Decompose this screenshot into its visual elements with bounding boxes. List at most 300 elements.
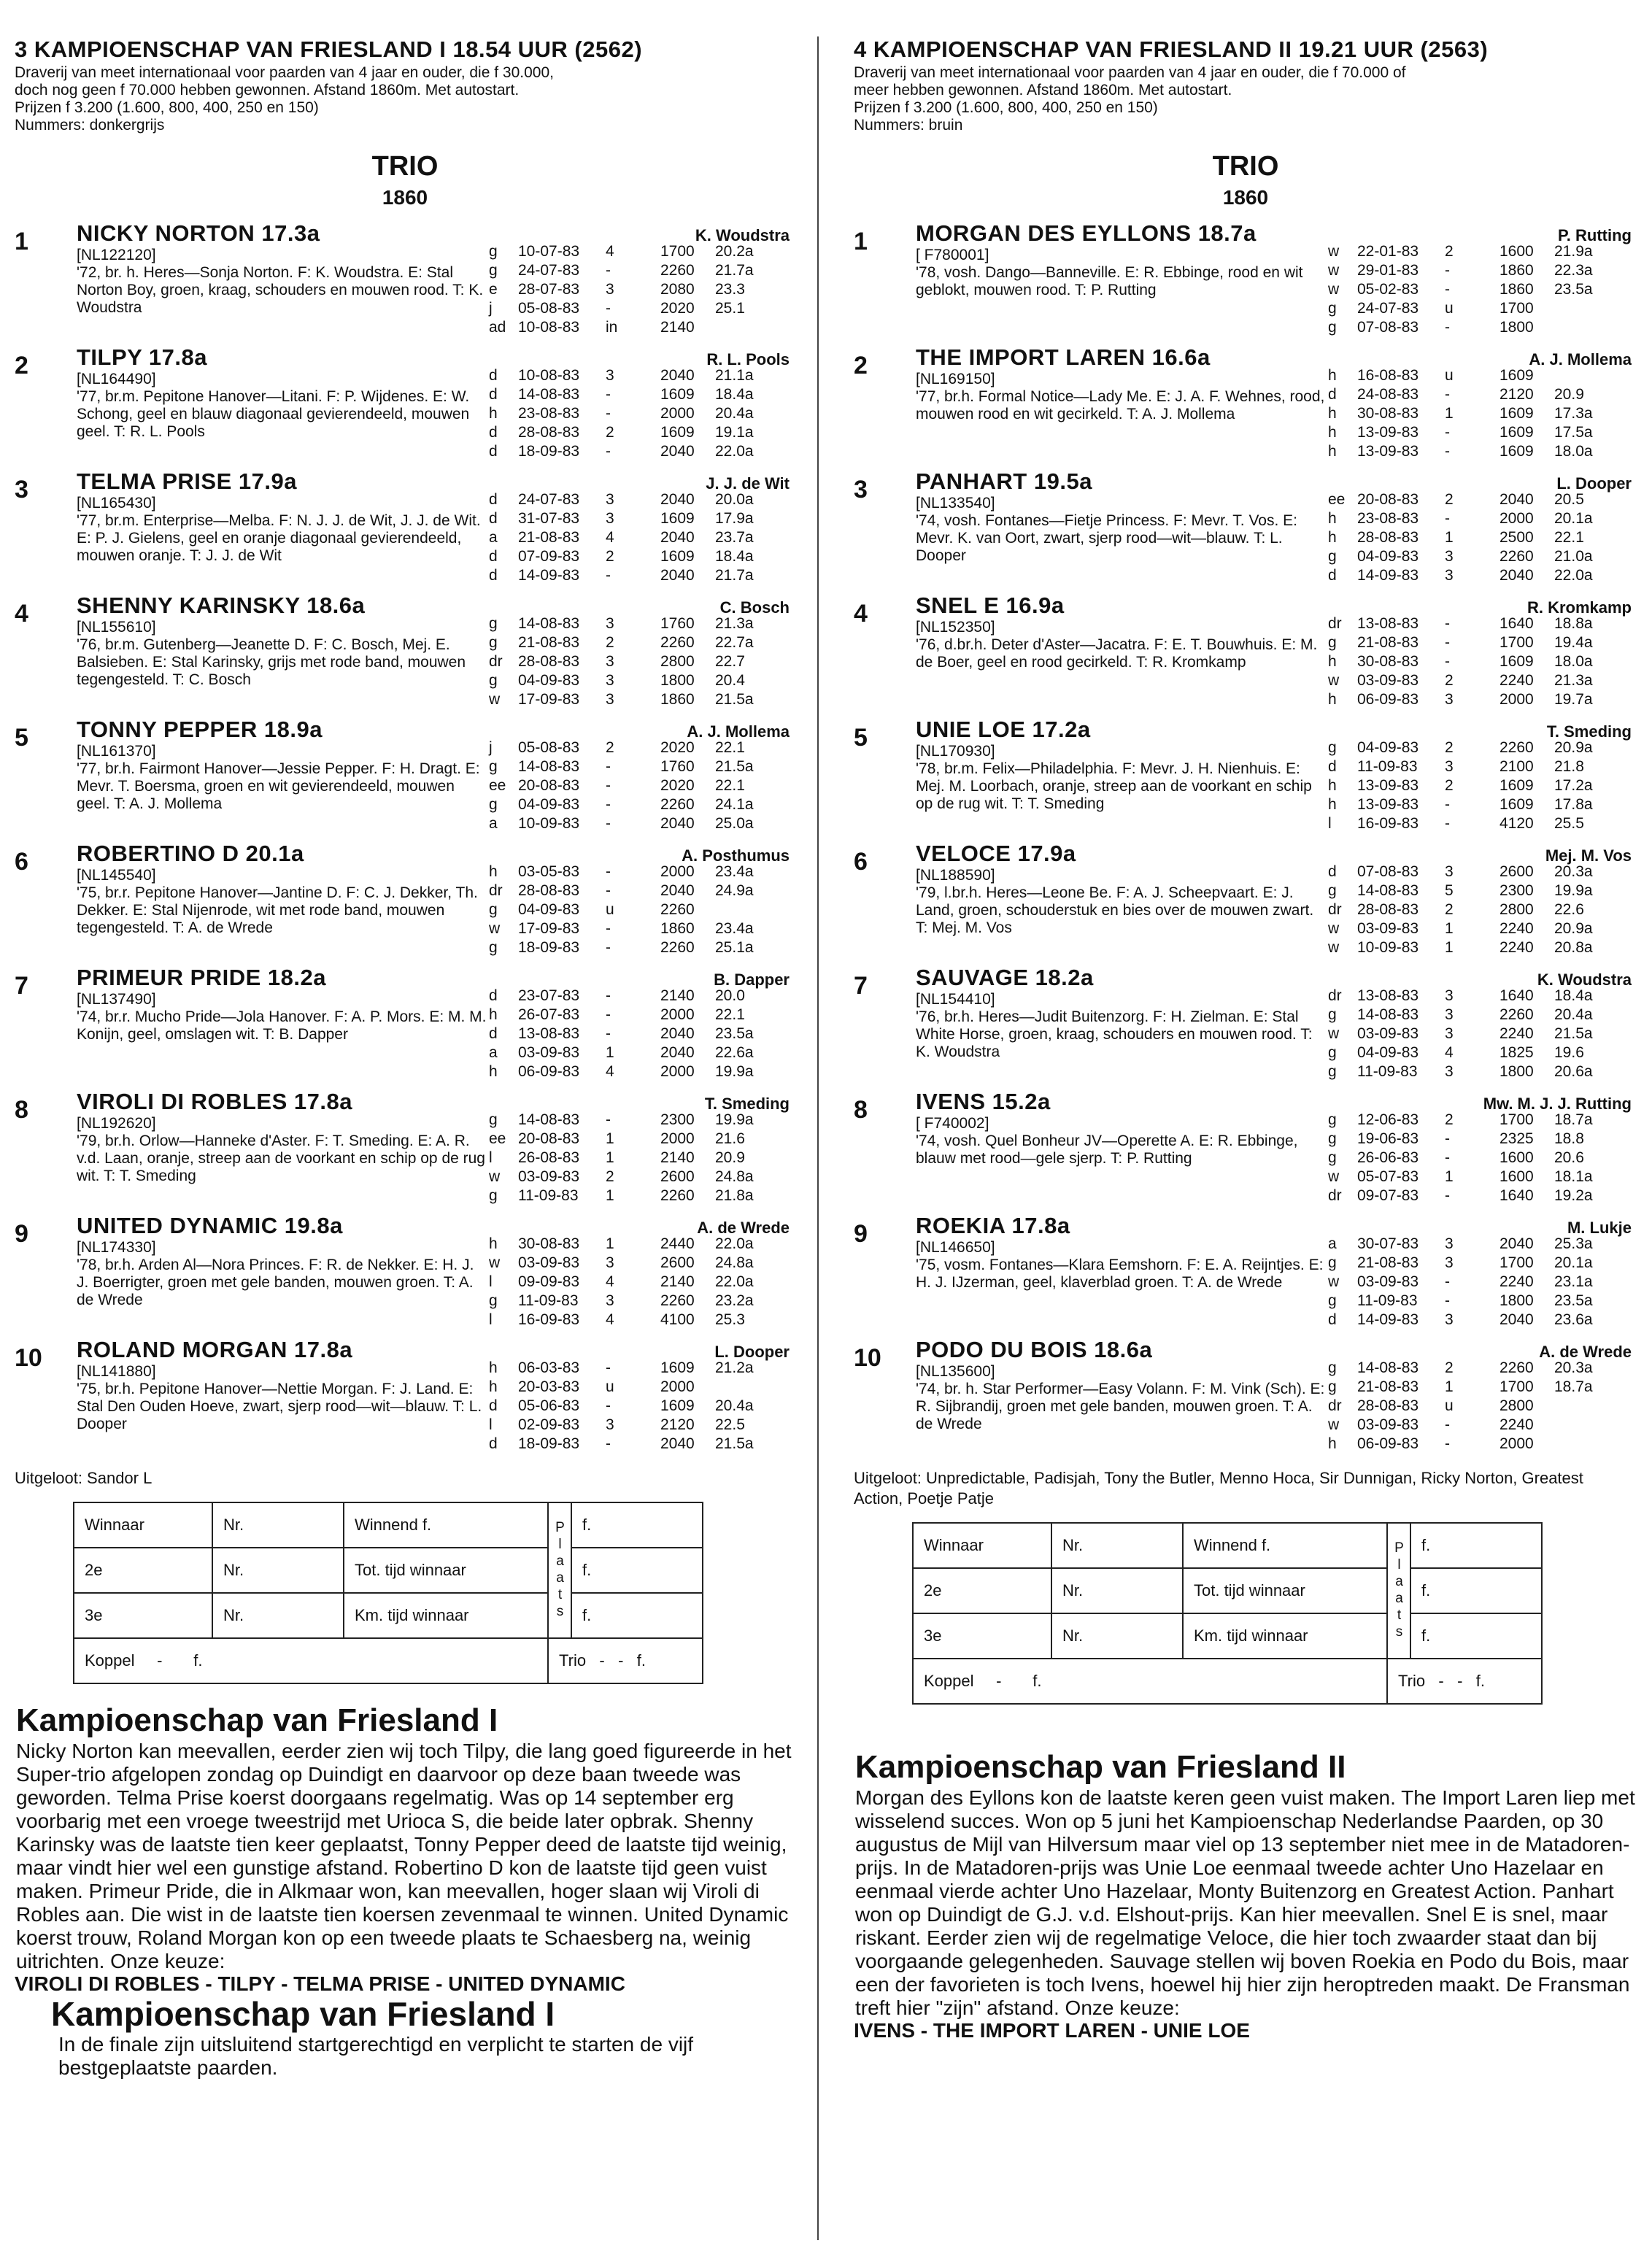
recent-results — [489, 366, 795, 461]
form-label-nr: Nr. — [1051, 1568, 1183, 1613]
result-row — [489, 280, 795, 299]
horse-registration: [ F780001] — [916, 247, 989, 263]
result-place: - — [1445, 1130, 1450, 1147]
horse-number: 3 — [15, 476, 28, 503]
result-place: - — [1445, 1149, 1450, 1166]
result-distance: 2020 — [660, 300, 695, 317]
result-date: 03-09-83 — [1357, 672, 1419, 689]
horse-number: 7 — [15, 972, 28, 1000]
result-distance: 2020 — [660, 739, 695, 756]
result-distance: 1600 — [1499, 1168, 1534, 1185]
result-row — [489, 242, 795, 261]
result-time: 21.7a — [715, 567, 754, 584]
driver-name: Mw. M. J. J. Rutting — [1483, 1095, 1632, 1113]
result-date: 10-08-83 — [518, 319, 580, 336]
result-place: 3 — [1445, 548, 1454, 565]
result-row — [489, 738, 795, 757]
result-row — [489, 1043, 795, 1062]
recent-results — [489, 614, 795, 709]
horse-info — [77, 344, 489, 441]
track-code: h — [489, 405, 498, 422]
result-place: - — [1445, 443, 1450, 460]
result-time: 18.0a — [1554, 443, 1593, 460]
race-conditions — [854, 64, 1652, 134]
result-place: - — [606, 386, 611, 403]
result-time: 19.7a — [1554, 691, 1593, 708]
result-distance: 2260 — [660, 1187, 695, 1204]
track-code: g — [489, 939, 498, 956]
result-distance: 1609 — [1499, 405, 1534, 422]
result-distance: 1860 — [660, 691, 695, 708]
result-row — [1328, 881, 1634, 900]
result-place: 3 — [1445, 1235, 1454, 1252]
result-time: 23.2a — [715, 1292, 754, 1309]
track-code: w — [1328, 281, 1340, 298]
result-date: 30-08-83 — [518, 1235, 580, 1252]
result-date: 13-08-83 — [1357, 615, 1419, 632]
horse-entry — [0, 1213, 810, 1334]
form-label-second: 2e — [913, 1568, 1051, 1613]
result-date: 11-09-83 — [1357, 1292, 1418, 1309]
horse-registration: [NL170930] — [916, 743, 995, 760]
result-place: - — [1445, 1292, 1450, 1309]
horse-name: UNIE LOE 17.2a — [916, 717, 1091, 742]
result-time: 23.7a — [715, 529, 754, 546]
result-date: 21-08-83 — [1357, 634, 1419, 651]
track-code: w — [1328, 262, 1340, 279]
result-place: 2 — [1445, 777, 1454, 794]
result-date: 21-08-83 — [1357, 1254, 1419, 1271]
result-distance: 1609 — [1499, 443, 1534, 460]
track-code: w — [489, 920, 501, 937]
result-row — [1328, 366, 1634, 385]
right-column — [839, 0, 1652, 2042]
result-distance: 2800 — [660, 653, 695, 670]
result-time: 22.6 — [1554, 901, 1584, 918]
result-place: 3 — [1445, 1063, 1454, 1080]
result-row — [1328, 280, 1634, 299]
result-date: 03-09-83 — [518, 1168, 580, 1185]
result-date: 20-08-83 — [1357, 491, 1419, 508]
result-date: 11-09-83 — [1357, 1063, 1418, 1080]
result-date: 20-03-83 — [518, 1378, 580, 1395]
horse-entry — [839, 965, 1652, 1086]
horse-registration: [NL135600] — [916, 1363, 995, 1380]
result-date: 26-06-83 — [1357, 1149, 1419, 1166]
result-row — [1328, 1311, 1634, 1330]
result-place: 4 — [606, 1311, 614, 1328]
horse-number: 1 — [15, 228, 28, 255]
form-label-winnings: Winnend f. — [344, 1502, 548, 1548]
result-date: 14-08-83 — [518, 615, 580, 632]
track-code: l — [489, 1149, 493, 1166]
result-date: 23-08-83 — [1357, 510, 1419, 527]
track-code: h — [489, 1006, 498, 1023]
result-date: 10-09-83 — [518, 815, 580, 832]
recent-results — [489, 1235, 795, 1330]
result-time — [1554, 318, 1613, 337]
horse-name: ROLAND MORGAN 17.8a — [77, 1337, 353, 1362]
result-time: 22.0a — [715, 443, 754, 460]
result-distance: 1609 — [660, 1359, 695, 1376]
result-time: 18.1a — [1554, 1168, 1593, 1185]
result-distance: 1609 — [1499, 777, 1534, 794]
result-place: 3 — [606, 672, 614, 689]
track-code: dr — [1328, 1187, 1342, 1204]
horse-entry — [0, 965, 810, 1086]
horse-number: 10 — [15, 1344, 42, 1372]
result-row — [489, 1168, 795, 1186]
horse-description: '78, br.m. Felix—Philadelphia. F: Mevr. J. H. Nienhuis. E: Mej. M. Loorbach, oranje, streep aan de voorkant en schip op de rug wit. T: T. Smeding — [916, 760, 1312, 812]
horse-description: '74, vosh. Quel Bonheur JV—Operette A. E: R. Ebbinge, blauw met rood—gele sjerp. T: P. Rutting — [916, 1132, 1298, 1167]
horse-number: 4 — [15, 600, 28, 628]
horse-name: UNITED DYNAMIC 19.8a — [77, 1213, 343, 1238]
result-place: 2 — [1445, 901, 1454, 918]
horse-registration: [NL188590] — [916, 867, 995, 884]
race-desc-line: Nummers: bruin — [854, 117, 963, 134]
result-date: 07-08-83 — [1357, 319, 1419, 336]
track-code: d — [489, 1435, 498, 1452]
result-time: 20.4a — [715, 1397, 754, 1414]
result-distance: 1700 — [1499, 1254, 1534, 1271]
result-date: 28-08-83 — [518, 653, 580, 670]
result-time: 22.7 — [715, 653, 745, 670]
track-code: d — [489, 443, 498, 460]
result-time: 22.1 — [715, 739, 745, 756]
track-code: j — [489, 739, 493, 756]
result-distance: 2260 — [660, 634, 695, 651]
result-time: 18.4a — [715, 386, 754, 403]
track-code: w — [489, 1254, 501, 1271]
result-row — [1328, 614, 1634, 633]
result-date: 03-05-83 — [518, 863, 580, 880]
result-place: - — [1445, 1435, 1450, 1452]
result-date: 04-09-83 — [1357, 548, 1419, 565]
result-row — [489, 1378, 795, 1397]
result-time: 21.5a — [715, 758, 754, 775]
result-row — [489, 1311, 795, 1330]
horse-info — [916, 220, 1328, 299]
result-time: 20.3a — [1554, 1359, 1593, 1376]
analysis-text: Morgan des Eyllons kon de laatste keren geen vuist maken. The Import Laren liep met wisselend succes. Won op 5 juni het Kampioenschap Nederlandse Paarden, op 30 augustus de Mijl van Hilversum maar viel op 13 september niet mee in de Matadoren-prijs. In de Matadoren-prijs was Unie Loe eenmaal tweede achter Uno Hazelaar en eenmaal vierde achter Uno Hazelaar, Monty Buitenzorg en Greatest Action. Panhart won op Duindigt de G.J. v.d. Elshout-prijs. Kan hier meevallen. Snel E is snel, maar riskant. Eerder zien wij de regelmatige Veloce, die hier toch zwaarder staat dan bij voorgaande gelegenheden. Sauvage stellen wij boven Roekia en Podo du Bois, maar een der favorieten is toch Ivens, hoewel hij hier zijn heroptreden maakt. De Fransman treft hier "zijn" afstand. Onze keuze: — [855, 1786, 1635, 2019]
track-code: ad — [489, 319, 506, 336]
horse-registration: [NL164490] — [77, 371, 156, 387]
track-code: g — [1328, 1130, 1337, 1147]
result-distance: 2300 — [660, 1111, 695, 1128]
result-place: 1 — [606, 1187, 614, 1204]
horse-name: ROEKIA 17.8a — [916, 1213, 1070, 1238]
driver-name: T. Smeding — [1546, 722, 1632, 741]
result-row — [1328, 1378, 1634, 1397]
horse-description: '79, l.br.h. Heres—Leone Be. F: A. J. Scheepvaart. E: J. Land, groen, schouderstuk en bies over de mouwen zwart. T: Mej. M. Vos — [916, 884, 1314, 936]
horse-registration: [NL122120] — [77, 247, 156, 263]
result-row — [489, 614, 795, 633]
horse-info — [77, 1337, 489, 1433]
result-time: 23.5a — [715, 1025, 754, 1042]
result-time: 20.9 — [1554, 386, 1584, 403]
horse-registration: [NL152350] — [916, 619, 995, 636]
form-label-f: f. — [1475, 1672, 1485, 1690]
result-date: 20-08-83 — [518, 777, 580, 794]
result-time: 21.8a — [715, 1187, 754, 1204]
result-time — [1554, 1397, 1613, 1416]
track-code: dr — [1328, 615, 1342, 632]
race-distance: 1860 — [1222, 186, 1269, 209]
horse-number: 1 — [854, 228, 868, 255]
result-time: 20.9a — [1554, 739, 1593, 756]
result-distance: 2600 — [1499, 863, 1534, 880]
result-distance: 1760 — [660, 758, 695, 775]
result-date: 28-07-83 — [518, 281, 580, 298]
result-place: in — [606, 319, 618, 336]
result-place: 1 — [606, 1149, 614, 1166]
result-row — [489, 318, 795, 337]
result-time: 19.4a — [1554, 634, 1593, 651]
result-place: u — [606, 901, 614, 918]
result-row — [1328, 738, 1634, 757]
result-place: 3 — [1445, 1006, 1454, 1023]
result-time: 18.0a — [1554, 653, 1593, 670]
horse-entry — [839, 593, 1652, 714]
horse-registration: [NL161370] — [77, 743, 156, 760]
horse-registration: [NL141880] — [77, 1363, 156, 1380]
race-header-right — [839, 0, 1652, 134]
result-distance: 2240 — [1499, 939, 1534, 956]
result-row — [1328, 1254, 1634, 1273]
result-place: 3 — [1445, 567, 1454, 584]
recent-results — [1328, 987, 1634, 1081]
result-row — [1328, 1235, 1634, 1254]
track-code: g — [489, 1292, 498, 1309]
form-dash: - — [618, 1651, 624, 1670]
driver-name: A. de Wrede — [697, 1219, 790, 1237]
result-date: 29-01-83 — [1357, 262, 1419, 279]
column-divider — [817, 36, 819, 2240]
result-row — [1328, 987, 1634, 1006]
horse-name: VIROLI DI ROBLES 17.8a — [77, 1089, 352, 1114]
horse-number: 8 — [854, 1096, 868, 1124]
horse-entry — [0, 468, 810, 590]
result-time: 20.0 — [715, 987, 745, 1004]
result-time: 17.8a — [1554, 796, 1593, 813]
track-code: d — [489, 987, 498, 1004]
result-distance: 1609 — [1499, 796, 1534, 813]
form-label-place: Plaats — [1387, 1523, 1410, 1659]
track-code: dr — [489, 882, 503, 899]
result-distance: 2040 — [660, 567, 695, 584]
track-code: h — [1328, 510, 1337, 527]
horse-entry — [0, 1089, 810, 1210]
result-row — [1328, 652, 1634, 671]
track-code: d — [489, 510, 498, 527]
form-label-f: f. — [571, 1502, 703, 1548]
horse-description: '75, br.h. Pepitone Hanover—Nettie Morgan. F: J. Land. E: Stal Den Ouden Hoeve, zwart, sjerp rood—wit—blauw. T: L. Dooper — [77, 1381, 482, 1432]
horse-entry — [839, 344, 1652, 466]
result-distance: 1700 — [660, 243, 695, 260]
track-code: h — [1328, 529, 1337, 546]
result-place: - — [606, 863, 611, 880]
result-date: 07-09-83 — [518, 548, 580, 565]
horse-description: '77, br.m. Enterprise—Melba. F: N. J. J. de Wit, J. J. de Wit. E: P. J. Gielens, geel en oranje diagonaal gevierendeeld, mouwen oranje. T: J. J. de Wit — [77, 512, 481, 564]
horse-entry — [839, 717, 1652, 838]
horse-description: '77, br.h. Fairmont Hanover—Jessie Pepper. F: H. Dragt. E: Mevr. T. Boersma, groen en wit gevierendeeld, mouwen geel. T: A. J. Mollema — [77, 760, 480, 812]
result-date: 17-09-83 — [518, 691, 580, 708]
result-row — [1328, 1149, 1634, 1168]
result-date: 30-07-83 — [1357, 1235, 1419, 1252]
result-date: 16-09-83 — [1357, 815, 1419, 832]
result-time: 20.2a — [715, 243, 754, 260]
track-code: d — [1328, 863, 1337, 880]
track-code: j — [489, 300, 493, 317]
result-distance: 2000 — [660, 863, 695, 880]
horse-description: '74, br.r. Mucho Pride—Jola Hanover. F: A. P. Mors. E: M. M. Konijn, geel, omslagen wit. T: B. Dapper — [77, 1008, 487, 1043]
result-row — [489, 509, 795, 528]
result-place: 2 — [606, 634, 614, 651]
result-date: 13-08-83 — [1357, 987, 1419, 1004]
track-code: d — [489, 1025, 498, 1042]
result-place: - — [1445, 796, 1450, 813]
result-row — [489, 1006, 795, 1024]
track-code: d — [489, 567, 498, 584]
track-code: d — [489, 424, 498, 441]
result-time: 24.1a — [715, 796, 754, 813]
result-place: - — [606, 758, 611, 775]
form-label-nr: Nr. — [1051, 1613, 1183, 1659]
track-code: g — [489, 262, 498, 279]
result-distance: 2240 — [1499, 1273, 1534, 1290]
result-date: 03-09-83 — [518, 1044, 580, 1061]
result-distance: 4100 — [660, 1311, 695, 1328]
result-date: 14-09-83 — [518, 567, 580, 584]
result-distance: 2240 — [1499, 672, 1534, 689]
horse-info — [916, 1213, 1328, 1292]
result-distance: 2040 — [660, 1435, 695, 1452]
result-row — [1328, 814, 1634, 833]
track-code: ee — [489, 777, 506, 794]
result-row — [489, 633, 795, 652]
result-place: 4 — [606, 529, 614, 546]
result-date: 06-03-83 — [518, 1359, 580, 1376]
track-code: d — [489, 1397, 498, 1414]
race-desc-line: Prijzen f 3.200 (1.600, 800, 400, 250 en 150) — [854, 99, 1158, 116]
result-place: 3 — [606, 653, 614, 670]
track-code: g — [489, 758, 498, 775]
result-place: 3 — [606, 491, 614, 508]
result-date: 28-08-83 — [518, 424, 580, 441]
track-code: d — [489, 548, 498, 565]
result-distance: 2100 — [1499, 758, 1534, 775]
result-date: 06-09-83 — [1357, 1435, 1419, 1452]
bet-type: TRIO — [371, 151, 439, 182]
result-date: 12-06-83 — [1357, 1111, 1419, 1128]
result-place: - — [1445, 281, 1450, 298]
track-code: l — [489, 1273, 493, 1290]
result-distance: 2040 — [660, 815, 695, 832]
horse-name: PANHART 19.5a — [916, 468, 1092, 494]
bet-type: TRIO — [1212, 151, 1279, 182]
track-code: g — [1328, 634, 1337, 651]
result-time: 19.9a — [715, 1063, 754, 1080]
result-distance: 1640 — [1499, 987, 1534, 1004]
track-code: l — [489, 1416, 493, 1433]
track-code: g — [1328, 548, 1337, 565]
result-distance: 2080 — [660, 281, 695, 298]
result-row — [489, 1416, 795, 1435]
result-date: 28-08-83 — [1357, 1397, 1419, 1414]
horse-info — [916, 841, 1328, 937]
result-row — [1328, 1062, 1634, 1081]
horse-info — [916, 344, 1328, 423]
track-code: g — [1328, 1063, 1337, 1080]
result-row — [489, 919, 795, 938]
result-date: 10-07-83 — [518, 243, 580, 260]
result-time: 20.4a — [715, 405, 754, 422]
result-date: 20-08-83 — [518, 1130, 580, 1147]
result-place: 2 — [606, 739, 614, 756]
track-code: h — [1328, 424, 1337, 441]
result-form — [912, 1522, 1543, 1705]
result-time: 21.9a — [1554, 243, 1593, 260]
result-place: - — [606, 1111, 611, 1128]
form-label-winner: Winnaar — [74, 1502, 212, 1548]
result-time: 20.0a — [715, 491, 754, 508]
form-label-nr: Nr. — [212, 1593, 344, 1638]
form-dash: - — [1438, 1672, 1444, 1690]
form-label-km-time: Km. tijd winnaar — [1183, 1613, 1387, 1659]
horse-info — [916, 1089, 1328, 1168]
form-koppel — [74, 1638, 548, 1683]
driver-name: M. Lukje — [1567, 1219, 1632, 1237]
result-row — [1328, 385, 1634, 404]
horse-description: '77, br.m. Pepitone Hanover—Litani. F: P. Wijdenes. E: W. Schong, geel en blauw diagonaal gevierendeeld, mouwen geel. T: R. L. Pools — [77, 388, 470, 440]
result-place: 3 — [606, 1254, 614, 1271]
result-distance: 2260 — [660, 262, 695, 279]
result-distance: 1640 — [1499, 615, 1534, 632]
horse-description: '74, vosh. Fontanes—Fietje Princess. F: Mevr. T. Vos. E: Mevr. K. van Oort, zwart, sjerp rood—wit—blauw. T: L. Dooper — [916, 512, 1298, 564]
horse-description: '76, br.h. Heres—Judit Buitenzorg. F: H. Zielman. E: Stal White Horse, groen, kraag, schouders en mouwen rood. T: K. Woudstra — [916, 1008, 1313, 1060]
recent-results — [1328, 738, 1634, 833]
result-distance: 1800 — [1499, 1292, 1534, 1309]
recent-results — [1328, 1111, 1634, 1205]
result-distance: 2040 — [660, 882, 695, 899]
result-time: 19.2a — [1554, 1187, 1593, 1204]
track-code: dr — [1328, 1397, 1342, 1414]
result-time: 25.3a — [1554, 1235, 1593, 1252]
horse-description: '76, d.br.h. Deter d'Aster—Jacatra. F: E. T. Bouwhuis. E: M. de Boer, geel en rood gecirkeld. T: R. Kromkamp — [916, 636, 1318, 671]
result-place: 4 — [606, 1063, 614, 1080]
result-time: 25.3 — [715, 1311, 745, 1328]
result-place: 2 — [1445, 739, 1454, 756]
result-distance: 2000 — [660, 1378, 695, 1395]
result-date: 09-09-83 — [518, 1273, 580, 1290]
result-distance: 1700 — [1499, 300, 1534, 317]
track-code: g — [1328, 319, 1337, 336]
horse-name: SAUVAGE 18.2a — [916, 965, 1094, 990]
result-date: 24-07-83 — [518, 262, 580, 279]
result-row — [489, 1062, 795, 1081]
result-date: 13-08-83 — [518, 1025, 580, 1042]
form-label-third: 3e — [74, 1593, 212, 1638]
result-distance: 2040 — [660, 529, 695, 546]
result-distance: 2240 — [1499, 1025, 1534, 1042]
result-place: 1 — [606, 1130, 614, 1147]
result-time — [715, 900, 773, 919]
result-time — [1554, 366, 1613, 385]
result-date: 18-09-83 — [518, 939, 580, 956]
track-code: g — [1328, 1378, 1337, 1395]
result-distance: 4120 — [1499, 815, 1534, 832]
result-distance: 1600 — [1499, 243, 1534, 260]
